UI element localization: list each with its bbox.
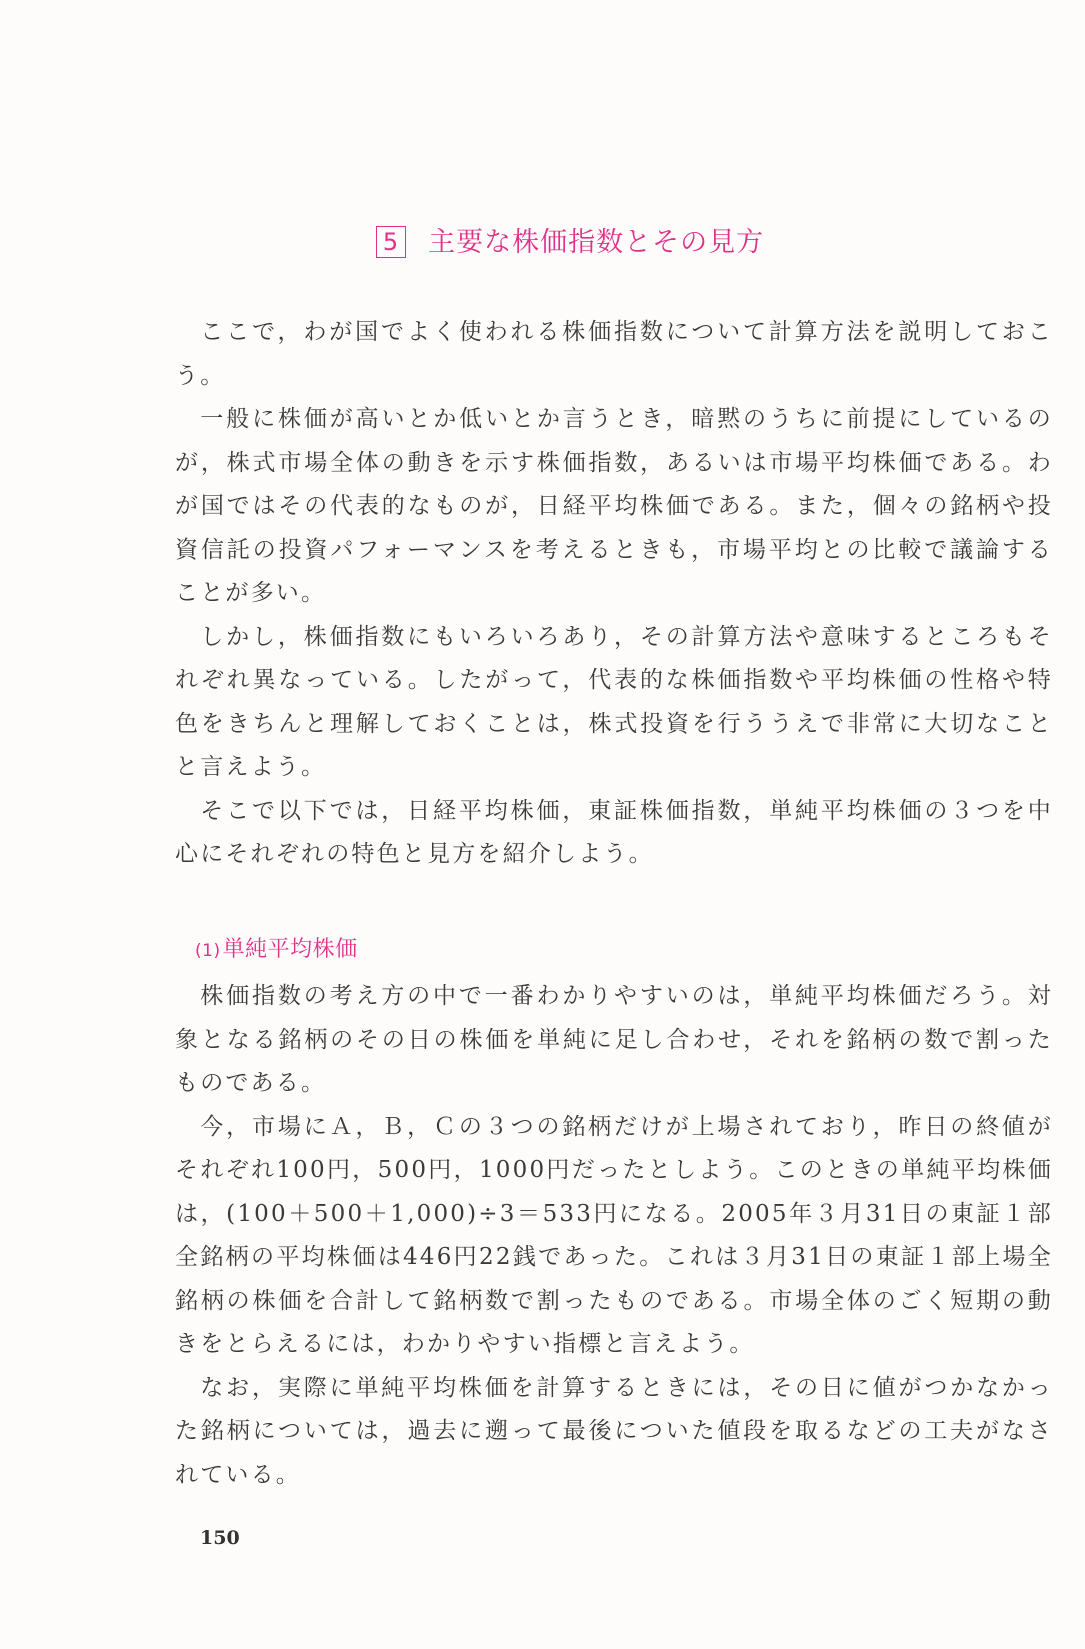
paragraph: しかし，株価指数にもいろいろあり，その計算方法や意味するところもそれぞれ異なっている。したがって，代表的な株価指数や平均株価の性格や特色をきちんと理解しておくことは，株式投資を行ううえで非常に大切なことと言えよう。 xyxy=(175,623,1053,780)
paragraph: 一般に株価が高いとか低いとか言うとき，暗黙のうちに前提にしているのが，株式市場全体の動きを示す株価指数，あるいは市場平均株価である。わが国ではその代表的なものが，日経平均株価である。また，個々の銘柄や投資信託の投資パフォーマンスを考えるときも，市場平均との比較で議論することが多い。 xyxy=(175,406,1053,606)
intro-text-block xyxy=(175,311,1053,877)
subsection-text-block xyxy=(175,975,1053,1497)
section-number-box: 5 xyxy=(376,226,406,258)
paragraph: 株価指数の考え方の中で一番わかりやすいのは，単純平均株価だろう。対象となる銘柄のその日の株価を単純に足し合わせ，それを銘柄の数で割ったものである。 xyxy=(175,983,1053,1096)
paragraph: なお，実際に単純平均株価を計算するときには，その日に値がつかなかった銘柄については，過去に遡って最後についた値段を取るなどの工夫がなされている。 xyxy=(175,1374,1053,1488)
page-number: 150 xyxy=(200,1527,240,1549)
paragraph: ここで，わが国でよく使われる株価指数について計算方法を説明しておこう。 xyxy=(175,319,1053,389)
subsection-number: (1) xyxy=(195,941,221,961)
paragraph: そこで以下では，日経平均株価，東証株価指数，単純平均株価の３つを中心にそれぞれの特色と見方を紹介しよう。 xyxy=(175,797,1053,867)
subsection-title: 単純平均株価 xyxy=(222,937,358,962)
section-heading xyxy=(0,220,1085,259)
subsection-heading xyxy=(195,932,358,963)
paragraph: 今，市場にＡ，Ｂ，Ｃの３つの銘柄だけが上場されており，昨日の終値がそれぞれ100円，500円，1000円だったとしよう。このときの単純平均株価は，(100＋500＋1,000)÷3＝533円になる。2005年３月31日の東証１部全銘柄の平均株価は446円22銭であった。これは３月31日の東証１部上場全銘柄の株価を合計して銘柄数で割ったものである。市場全体のごく短期の動きをとらえるには，わかりやすい指標と言えよう。 xyxy=(175,1113,1053,1357)
section-title: 主要な株価指数とその見方 xyxy=(428,227,765,258)
